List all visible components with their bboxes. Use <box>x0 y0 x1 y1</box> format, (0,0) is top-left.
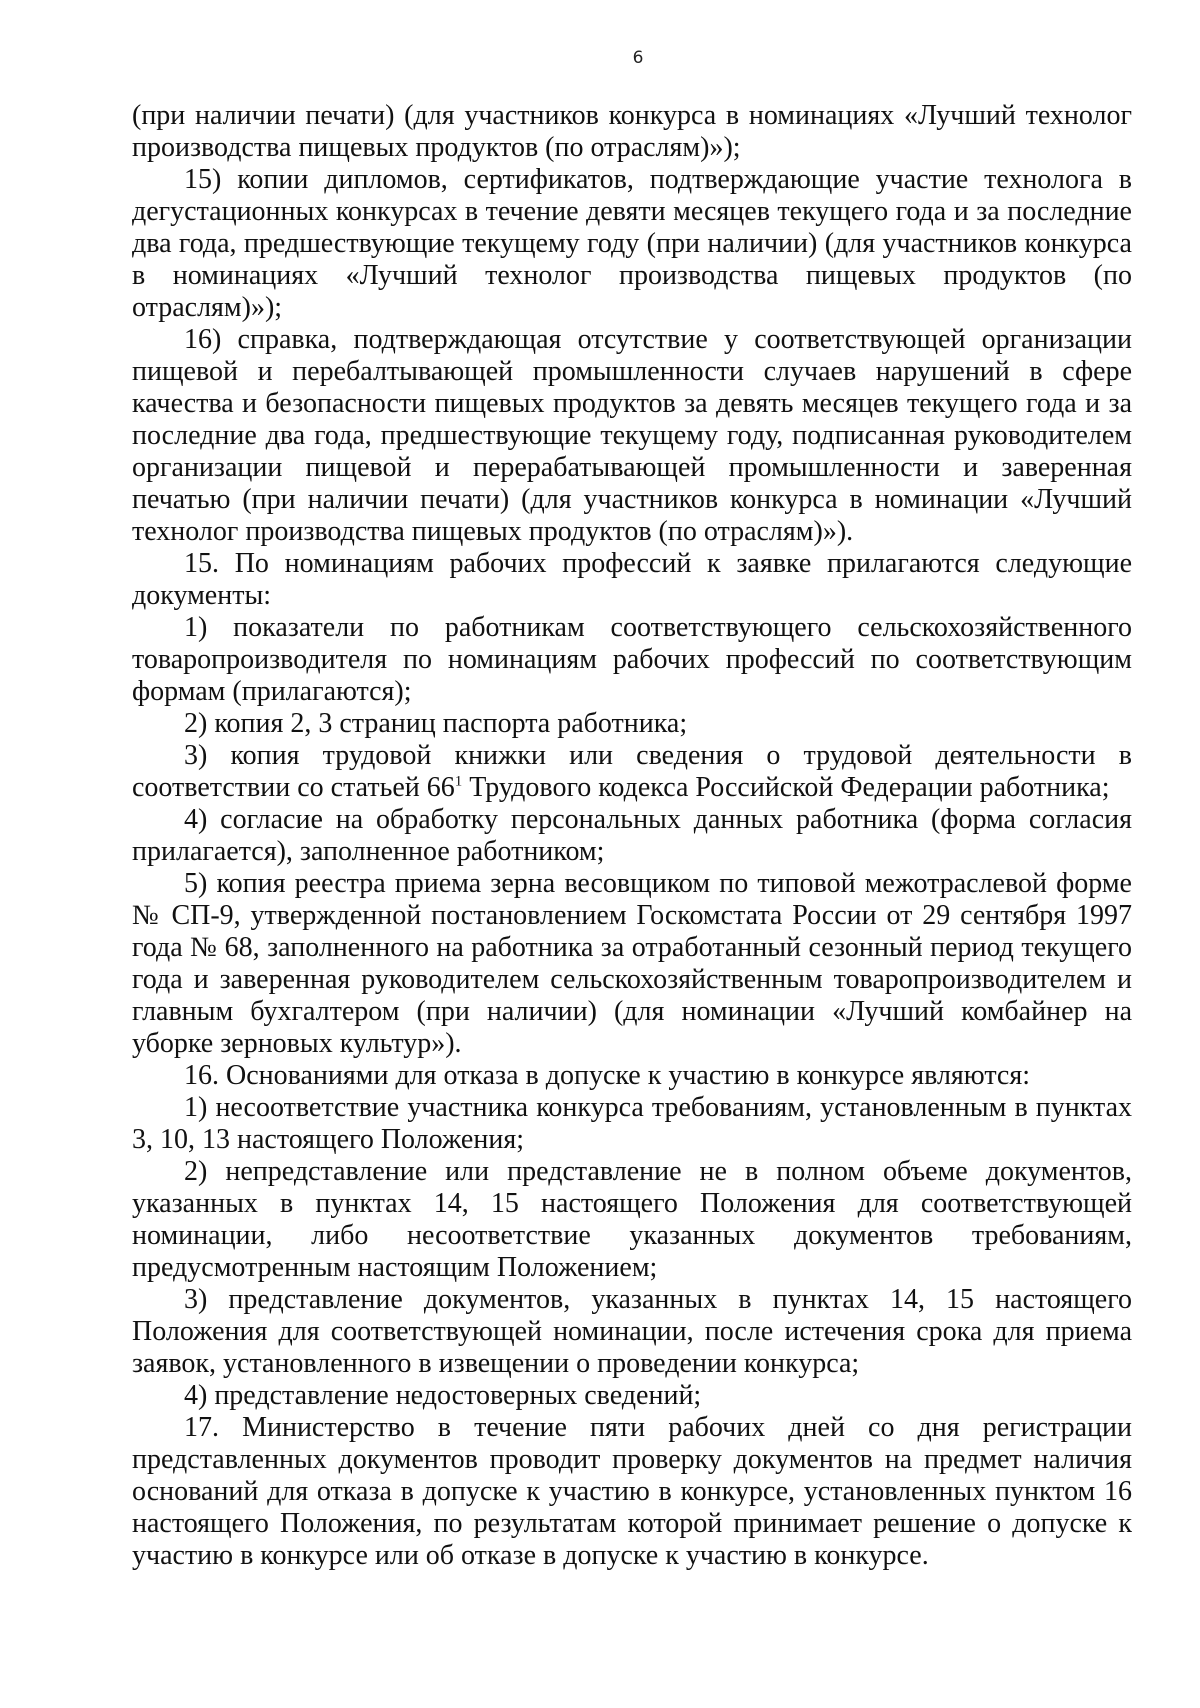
paragraph-section-15-item-1: 1) показатели по работникам соответствующего сельскохозяйственного товаропроизводителя по номинациям рабочих профессий по соответствующим формам (прилагаются); <box>132 612 1132 707</box>
item-3-text-start: 3) копия трудовой книжки или сведения о трудовой деятельности в соответствии со статьей 66 <box>132 740 1132 803</box>
page-number: 6 <box>632 48 644 68</box>
paragraph-section-15-item-3 <box>132 740 1132 804</box>
paragraph-section-15-item-4: 4) согласие на обработку персональных данных работника (форма согласия прилагается), заполненное работником; <box>132 804 1132 867</box>
paragraph-section-15-item-5: 5) копия реестра приема зерна весовщиком по типовой межотраслевой форме № СП-9, утвержденной постановлением Госкомстата России от 29 сентября 1997 года № 68, заполненного на работника за отработанный сезонный период текущего года и заверенная руководителем сельскохозяйственным товаропроизводителем и главным бухгалтером (при наличии) (для номинации «Лучший комбайнер на уборке зерновых культур»). <box>132 868 1132 1059</box>
article-superscript: 1 <box>454 773 463 790</box>
paragraph-section-17: 17. Министерство в течение пяти рабочих дней со дня регистрации представленных документов проводит проверку документов на предмет наличия оснований для отказа в допуске к участию в конкурсе, установленных пунктом 16 настоящего Положения, по результатам которой принимает решение о допуске к участию в конкурсе или об отказе в допуске к участию в конкурсе. <box>132 1412 1132 1571</box>
paragraph-item-15: 15) копии дипломов, сертификатов, подтверждающие участие технолога в дегустационных конкурсах в течение девяти месяцев текущего года и за последние два года, предшествующие текущему году (при наличии) (для участников конкурса в номинациях «Лучший технолог производства пищевых продуктов (по отраслям)»); <box>132 164 1132 323</box>
paragraph-section-15: 15. По номинациям рабочих профессий к заявке прилагаются следующие документы: <box>132 548 1132 611</box>
paragraph-section-16-item-2: 2) непредставление или представление не в полном объеме документов, указанных в пунктах 14, 15 настоящего Положения для соответствующей номинации, либо несоответствие указанных документов требованиям, предусмотренным настоящим Положением; <box>132 1156 1132 1283</box>
paragraph-section-15-item-2: 2) копия 2, 3 страниц паспорта работника; <box>184 708 688 739</box>
item-3-text-end: Трудового кодекса Российской Федерации работника; <box>462 772 1110 803</box>
paragraph-section-16-item-3: 3) представление документов, указанных в пунктах 14, 15 настоящего Положения для соответствующей номинации, после истечения срока для приема заявок, установленного в извещении о проведении конкурса; <box>132 1284 1132 1379</box>
paragraph-section-16-item-4: 4) представление недостоверных сведений; <box>184 1380 702 1411</box>
paragraph-continuation: (при наличии печати) (для участников конкурса в номинациях «Лучший технолог производства пищевых продуктов (по отраслям)»); <box>132 100 1132 163</box>
document-body <box>132 100 1132 1572</box>
paragraph-section-16: 16. Основаниями для отказа в допуске к участию в конкурсе являются: <box>184 1060 1031 1091</box>
paragraph-item-16: 16) справка, подтверждающая отсутствие у соответствующей организации пищевой и перебалтывающей промышленности случаев нарушений в сфере качества и безопасности пищевых продуктов за девять месяцев текущего года и за последние два года, предшествующие текущему году, подписанная руководителем организации пищевой и перерабатывающей промышленности и заверенная печатью (при наличии печати) (для участников конкурса в номинации «Лучший технолог производства пищевых продуктов (по отраслям)»). <box>132 324 1132 547</box>
paragraph-section-16-item-1: 1) несоответствие участника конкурса требованиям, установленным в пунктах 3, 10, 13 настоящего Положения; <box>132 1092 1132 1155</box>
